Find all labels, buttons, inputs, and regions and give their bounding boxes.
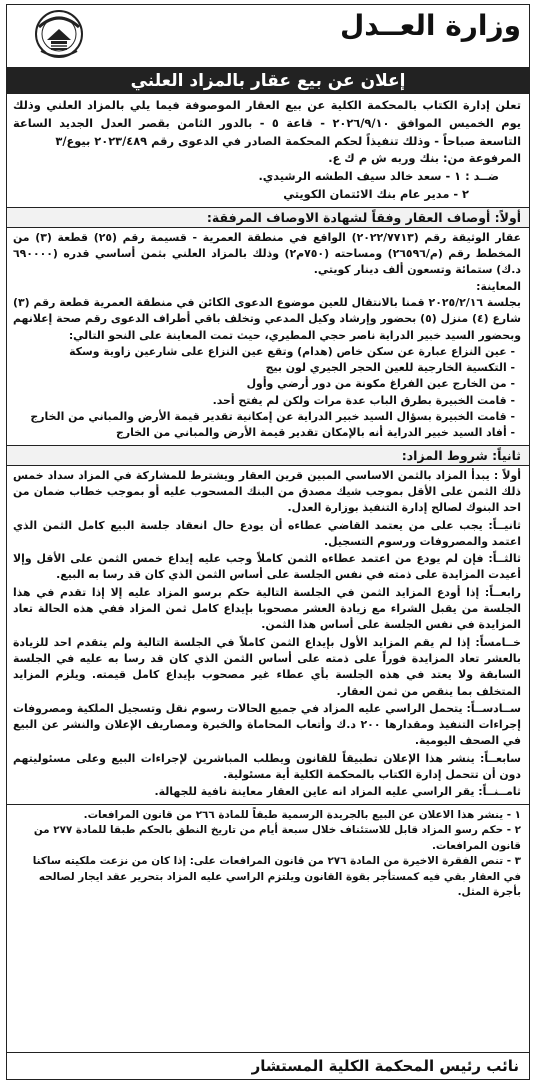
- list-item: - قامت الخبيرة بسؤال السيد خبير الدراية عن إمكانية تقدير قيمة الأرض والمباني من الخارج: [30, 410, 515, 424]
- inspection-bullets: [13, 344, 521, 442]
- note-item: ١ - ينشر هذا الاعلان عن البيع بالجريدة الرسمية طبقاً للمادة ٢٦٦ من قانون المرافعات.: [83, 808, 521, 821]
- filed-by: المرفوعة من: بنك وربه ش م ك ع.: [328, 151, 521, 166]
- property-description-block: [7, 228, 529, 442]
- list-item: - عين النزاع عبارة عن سكن خاص (هدام) وتقع عين النزاع على شارعين زاوية وسكة: [69, 344, 515, 358]
- defendant-1: ضــد : ١ - سعد خالد سيف الطشه الرشيدي.: [258, 169, 499, 184]
- intro-text: تعلن إدارة الكتاب بالمحكمة الكلية عن بيع العقار الموصوفة فيما يلي بالمزاد العلني وذلك يوم الخميس الموافق ٢٠٢٦/٩/١٠ - قاعة ٥ - بالدور الثامن بقصر العدل الجديد الساعة التاسعة صباحاً - وذلك تنفيذاً لحكم المحكمة الصادر في الدعوى رقم ٢٠٢٣/٤٨٩ بيوع/٣: [13, 98, 522, 148]
- term-item: رابعــاً: إذا أودع المزايد الثمن في الجلسة التالية حكم برسو المزاد عليه إلا إذا تقدم في هذا الجلسة من يقبل الشراء مع زيادة العشر مصحوبا بإيداع كامل ثمن المزاد ففي هذه الحالة تعاد المزايدة في نفس الجلسة على أساس هذا الثمن.: [13, 585, 521, 632]
- note-item: ٢ - حكم رسو المزاد قابل للاستئناف خلال سبعة أيام من تاريخ النطق بالحكم طبقا للمادة ٢٧٧ من قانون المرافعات.: [33, 824, 521, 852]
- intro-block: [7, 94, 529, 168]
- kuwait-emblem-icon: [33, 7, 85, 63]
- property-description: عقار الوثيقة رقم (٢٠٢٢/٧٧١٣) الواقع في منطقة العمرية - قسيمة رقم (٢٥) قطعة (٣) من المخطط رقم (م/٢٦٥٩٦) ومساحته (٧٥٠م٢) وذلك بالمزاد العلني بثمن أساسي قدره (٦٩٠٠٠٠ د.ك) ستمائة وتسعون ألف دينار كويتي.: [13, 230, 522, 277]
- list-item: - التكسية الخارجية للعين الحجر الجيري لون بيج: [265, 361, 515, 375]
- announcement-page: [6, 4, 530, 1080]
- list-item: - أفاد السيد خبير الدراية أنه بالإمكان تقدير قيمة الأرض والمباني من الخارج: [116, 426, 515, 440]
- list-item: - قامت الخبيرة بطرق الباب عدة مرات ولكن لم يفتح أحد.: [212, 393, 515, 407]
- inspection-text: بجلسة ٢٠٢٥/٢/١٦ قمنا بالانتقال للعين موضوع الدعوى الكائن في منطقة العمرية قطعة رقم (٣) شارع (٤) منزل (٥) بحضور وإرشاد وكيل المدعي وتخلف باقي أطراف الدعوى رقم صحة إعلانهم وبحضور السيد خبير الدراية ناصر حجي المطيري، حيث تمت المعاينة على النحو التالي:: [13, 295, 521, 342]
- section-1-title: أولاً: أوصاف العقار وفقاً لشهادة الاوصاف المرفقة:: [7, 207, 529, 228]
- header: [7, 5, 529, 68]
- term-item: ثانيــاً: يجب على من يعتمد القاضي عطاءه أن يودع حال انعقاد جلسة البيع كامل الثمن الذي اعتمد والمصروفات ورسوم التسجيل.: [13, 518, 521, 548]
- term-item: أولاً : يبدأ المزاد بالثمن الاساسي المبين قرين العقار ويشترط للمشاركة في المزاد سداد خمس ذلك الثمن على الأقل بموجب شيك مصدق من البنك المسحوب عليه أو بموجب خطاب ضمان من احد البنوك لصالح إدارة التنفيذ بوزارة العدل.: [13, 468, 521, 515]
- signature-footer: نائب رئيس المحكمة الكلية المستشار: [7, 1052, 529, 1079]
- legal-notes: [7, 804, 529, 901]
- term-item: خــامساً: إذا لم يقم المزايد الأول بإيداع الثمن كاملاً في الجلسة التالية ولم يتقدم احد للزيادة بالعشر تعاد المزايدة فوراً على ذمته على أساس الثمن الذي كان قد رسا به عليه في الجلسة السابقة ولا يعتد في هذه الجلسة بأي عطاء غير مصحوب بإيداع كامل قيمته. ويلزم المزايد المتخلف بما ينقص من ثمن العقار.: [13, 635, 521, 698]
- list-item: - من الخارج عين الفراغ مكونة من دور أرضي وأول: [246, 377, 515, 391]
- section-2-title: ثانياً: شروط المزاد:: [7, 445, 529, 466]
- auction-terms: [7, 466, 529, 801]
- defendant-2: ٢ - مدير عام بنك الائتمان الكويتي: [283, 186, 469, 201]
- announcement-banner: إعلان عن بيع عقار بالمزاد العلني: [7, 68, 529, 94]
- defendants: [7, 168, 529, 204]
- ministry-title: وزارة العــدل: [339, 9, 521, 42]
- term-item: ســادســاً: يتحمل الراسي عليه المزاد في جميع الحالات رسوم نقل وتسجيل الملكية ومصروفات إجراءات التنفيذ ومقدارها ٢٠٠ د.ك وأتعاب المحاماة والخبرة ومصاريف الإعلان والنشر عن البيع في الصحف اليومية.: [13, 701, 522, 748]
- term-item: ثالثــاً: فإن لم يودع من اعتمد عطاءه الثمن كاملاً وجب عليه إيداع خمس الثمن على الأقل وإلا أعيدت المزايدة على ذمته في نفس الجلسة على أساس الثمن الذي كان قد رسا به البيع.: [13, 552, 521, 582]
- note-item: ٣ - تنص الفقرة الاخيرة من المادة ٢٧٦ من قانون المرافعات على: إذا كان من نزعت ملكيته ساكنا في العقار بقي فيه كمستأجر بقوة القانون ويلتزم الراسي عليه المزاد بتحرير عقد ايجار لصالحه بأجرة المثل.: [32, 855, 521, 899]
- inspection-label: المعاينة:: [476, 279, 521, 293]
- term-item: سابعــاً: ينشر هذا الإعلان تطبيقاً للقانون ويطلب المباشرين لإجراءات البيع وعلى مسئوليتهم دون أن تتحمل إدارة الكتاب بالمحكمة الكلية أية مسئولية.: [13, 751, 521, 781]
- term-item: ثامــنــاً: يقر الراسي عليه المزاد انه عاين العقار معاينة نافية للجهالة.: [154, 785, 521, 799]
